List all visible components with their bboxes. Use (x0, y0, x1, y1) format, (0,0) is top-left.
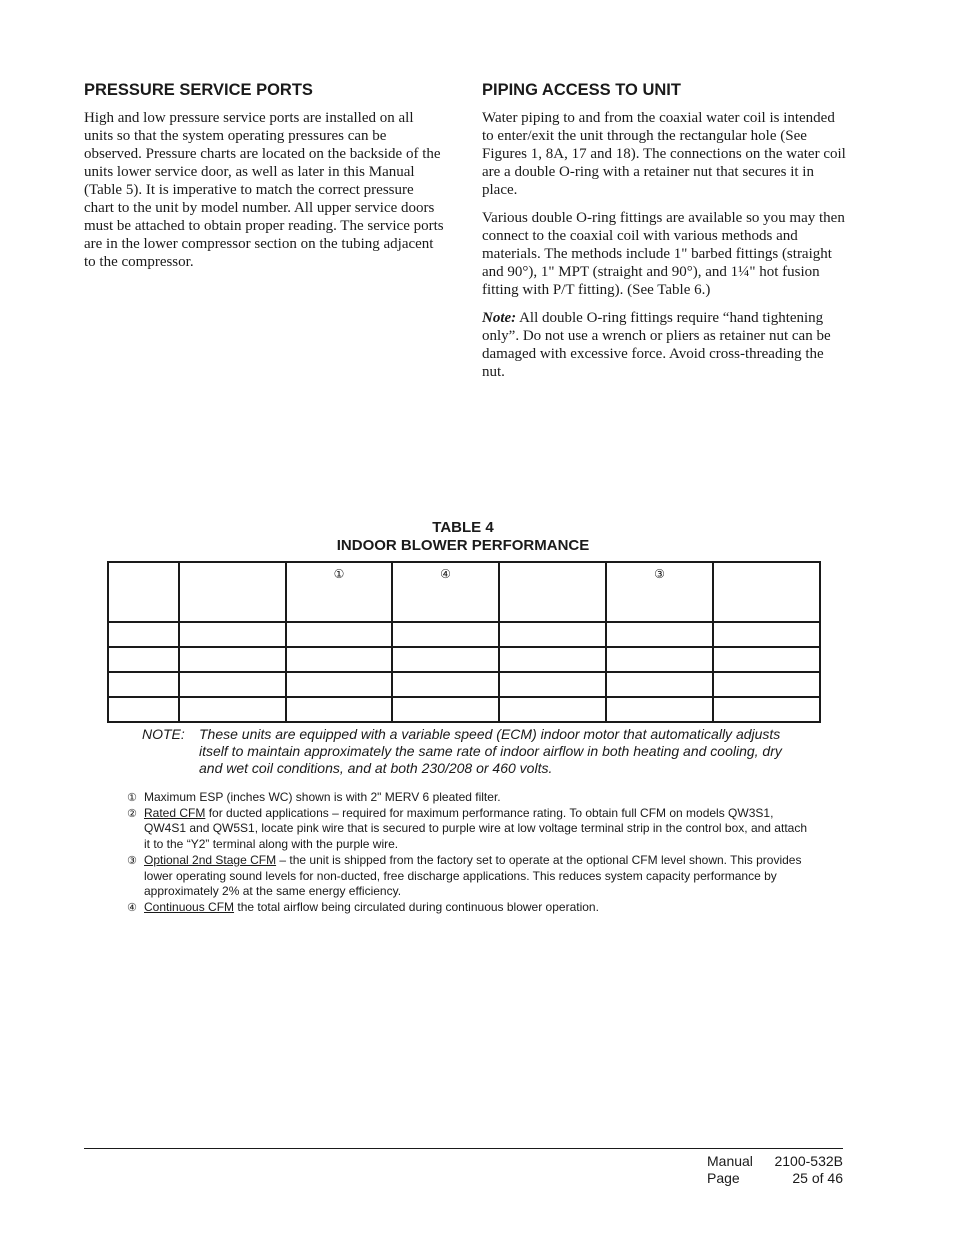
footer-divider (84, 1148, 843, 1149)
left-column (84, 81, 446, 281)
section-heading-piping-access: PIPING ACCESS TO UNIT (482, 81, 681, 99)
footer-page-label: Page (707, 1170, 740, 1186)
footnote-3-text: – the unit is shipped from the factory set to operate at the optional CFM level shown. This provides lower operating sound levels for non-ducted, free discharge applications. This reduces system capacity performance by approximately 2% at the same energy efficiency. (144, 852, 802, 899)
paragraph: High and low pressure service ports are installed on all units so that the system operating pressures can be observed. Pressure charts are located on the backside of the units lower service door, as well as later in this Manual (Table 5). It is imperative to match the correct pressure chart to the unit by model number. All upper service doors must be attached to obtain proper reading. The service ports are in the lower compressor section on the tubing adjacent to the compressor. (84, 110, 444, 270)
pressure-ports-text (84, 109, 446, 271)
footer-page-row (707, 1170, 843, 1187)
footer-manual-row (707, 1153, 843, 1170)
right-column (482, 81, 846, 391)
header-cell (499, 562, 606, 622)
header-cell (713, 562, 820, 622)
footnote-3-marker: ③ (127, 853, 137, 867)
footnote-3-term: Optional 2nd Stage CFM (144, 852, 277, 867)
header-cell (108, 562, 179, 622)
note-label: Note: (482, 310, 517, 326)
table-note-text: These units are equipped with a variable speed (ECM) indoor motor that automatically adjusts itself to maintain approximately the same rate of indoor airflow in both heating and cooling, dry and wet coil conditions, and at both 230/208 or 460 volts. (199, 726, 782, 776)
table-row (108, 647, 820, 672)
table-note (142, 726, 782, 777)
table-header-row (108, 562, 820, 622)
footer-manual-label: Manual (707, 1153, 753, 1169)
footnote-2-text: for ducted applications – required for maximum performance rating. To obtain full CFM on models QW3S1, QW4S1 and QW5S1, locate pink wire that is secured to purple wire at low voltage terminal strip in the control box, and attach it to the “Y2” terminal along with the purple wire. (144, 805, 807, 852)
header-cell (179, 562, 286, 622)
note-text: All double O-ring fittings require “hand tightening only”. Do not use a wrench or pliers as retainer nut can be damaged with excessive force. Avoid cross-threading the nut. (482, 310, 831, 380)
footnote-4-marker: ④ (127, 900, 137, 914)
table-row (108, 697, 820, 722)
table-caption (107, 519, 819, 555)
piping-access-text (482, 109, 846, 381)
header-cell-footnote-1: ① (286, 562, 392, 622)
footnote-1 (127, 790, 807, 806)
blower-performance-table (107, 561, 821, 723)
footnote-2-marker: ② (127, 806, 137, 820)
footnote-4-text: the total airflow being circulated during continuous blower operation. (234, 899, 599, 914)
table-row (108, 672, 820, 697)
paragraph: Water piping to and from the coaxial water coil is intended to enter/exit the unit through the rectangular hole (See Figures 1, 8A, 17 and 18). The connections on the water coil are a double O-ring with a retainer nut that secures it in place. (482, 110, 846, 198)
footer-manual-number: 2100-532B (774, 1153, 843, 1169)
paragraph: Various double O-ring fittings are available so you may then connect to the coaxial coil with various methods and materials. The methods include 1" barbed fittings (straight and 90°), 1" MPT (straight and 90°), and 1¼" hot fusion fitting with P/T fitting). (See Table 6.) (482, 210, 845, 298)
footnotes (127, 790, 807, 916)
header-cell-footnote-4: ④ (392, 562, 499, 622)
section-heading-pressure-ports: PRESSURE SERVICE PORTS (84, 81, 313, 99)
note-paragraph (482, 309, 846, 381)
footnote-2 (127, 806, 807, 853)
footnote-4-term: Continuous CFM (144, 899, 235, 914)
footer-page-number: 25 of 46 (792, 1170, 843, 1186)
page-footer (707, 1153, 843, 1187)
header-cell-footnote-3: ③ (606, 562, 713, 622)
table-row (108, 622, 820, 647)
table-subtitle: INDOOR BLOWER PERFORMANCE (336, 537, 590, 554)
footnote-1-text: Maximum ESP (inches WC) shown is with 2" MERV 6 pleated filter. (144, 790, 501, 804)
footnote-1-marker: ① (127, 791, 137, 804)
table-title: TABLE 4 (432, 519, 494, 536)
footnote-2-term: Rated CFM (144, 805, 206, 820)
table-note-label: NOTE: (142, 726, 185, 742)
footnote-4 (127, 900, 807, 916)
footnote-3 (127, 853, 807, 900)
